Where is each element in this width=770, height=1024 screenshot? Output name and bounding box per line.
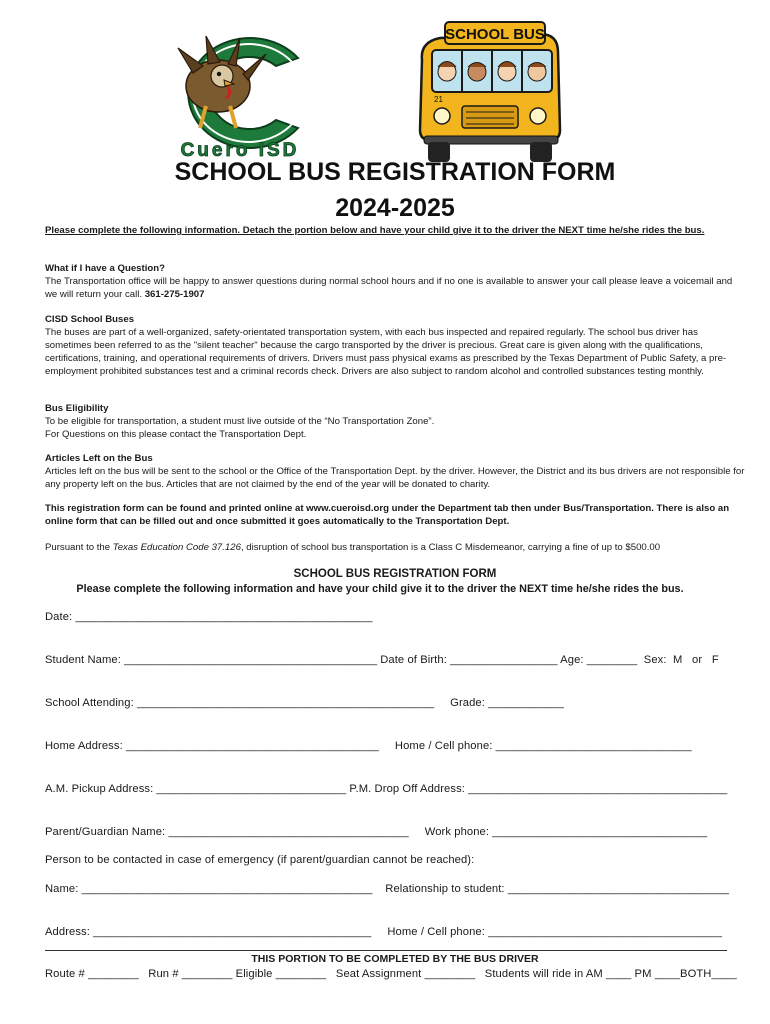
pickup-dropoff-row[interactable]: A.M. Pickup Address: ______________________________ P.M. Drop Off Address: _________________________________________ — [45, 783, 728, 795]
cuero-isd-logo — [148, 28, 328, 163]
page-title-year: 2024-2025 — [335, 194, 455, 222]
emergency-contact-label: Person to be contacted in case of emergency (if parent/guardian cannot be reached): — [45, 854, 475, 866]
driver-fields-row[interactable]: Route # ________ Run # ________ Eligible ________ Seat Assignment ________ Students will ride in AM ____ PM ____BOTH____ — [45, 968, 737, 980]
eligibility-section — [45, 402, 745, 441]
phone-number: 361-275-1907 — [144, 289, 205, 300]
driver-section-title: THIS PORTION TO BE COMPLETED BY THE BUS DRIVER — [251, 953, 539, 965]
section-body: The buses are part of a well-organized, safety-orientated transportation system, with each bus inspected and repaired regularly. The school bus driver has sometimes been referred to as the "silent teacher" because the cargo transported by the driver is precious. Great care is given along with the qualifications, certifications, training, and operational requirements of drivers. Drivers must pass physical exams as prescribed by the Texas Department of Public Safety, a pre-employment prohibited substances test and a criminal records check. Drivers are also subject to random alcohol and controlled substances testing monthly. — [45, 327, 727, 377]
school-grade-row[interactable]: School Attending: _______________________________________________ Grade: ____________ — [45, 697, 565, 709]
intro-instructions: Please complete the following information. Detach the portion below and have your child give it to the driver the NEXT time he/she rides the bus. — [45, 225, 705, 236]
form-subtitle: Please complete the following information and have your child give it to the driver the NEXT time he/she rides the bus. — [76, 583, 684, 595]
section-body: Articles left on the bus will be sent to the school or the Office of the Transportation Dept. by the driver. However, the District and its bus drivers are not responsible for any property left on the bus. Articles that are not claimed by the end of the year will be donated to charity. — [45, 466, 745, 490]
student-info-row[interactable]: Student Name: ________________________________________ Date of Birth: _________________ Age: ________ Sex: M or F — [45, 654, 719, 666]
date-field[interactable]: Date: _______________________________________________ — [45, 611, 373, 623]
emergency-name-row[interactable]: Name: ______________________________________________ Relationship to student: ___________________________________ — [45, 883, 730, 895]
section-body: The Transportation office will be happy to answer questions during normal school hours and if no one is available to answer your call please leave a voicemail and we will return your call. 361-275-1907 — [45, 276, 733, 300]
articles-section — [45, 452, 745, 491]
section-heading: CISD School Buses — [45, 314, 135, 325]
section-heading: Bus Eligibility — [45, 403, 109, 414]
question-section — [45, 262, 745, 301]
legal-code: Texas Education Code 37.126 — [112, 542, 241, 553]
svg-text:Cuero ISD: Cuero ISD — [180, 140, 300, 161]
home-address-row[interactable]: Home Address: ________________________________________ Home / Cell phone: _______________________________ — [45, 740, 692, 752]
bus-sign-text: SCHOOL BUS — [445, 26, 545, 43]
section-heading: Articles Left on the Bus — [45, 453, 153, 464]
emergency-address-row[interactable]: Address: ____________________________________________ Home / Cell phone: _____________________________________ — [45, 926, 723, 938]
bus-number: 21 — [434, 95, 443, 104]
section-body-line: For Questions on this please contact the Transportation Dept. — [45, 429, 307, 440]
legal-notice: Pursuant to the Texas Education Code 37.126, disruption of school bus transportation is a Class C Misdemeanor, carrying a fine of up to $500.00 — [45, 542, 661, 553]
buses-section — [45, 313, 745, 378]
section-heading: What if I have a Question? — [45, 263, 165, 274]
header-logos — [0, 18, 770, 168]
section-body-line: To be eligible for transportation, a student must live outside of the “No Transportation Zone”. — [45, 416, 435, 427]
page-title: SCHOOL BUS REGISTRATION FORM — [174, 158, 616, 186]
online-form-notice: This registration form can be found and printed online at www.cueroisd.org under the Department tab then under Bus/Transportation. There is also an online form that can be filled out and once submitted it goes automatically to the Transportation Dept. — [45, 503, 730, 527]
divider — [45, 950, 727, 951]
parent-guardian-row[interactable]: Parent/Guardian Name: ______________________________________ Work phone: __________________________________ — [45, 826, 708, 838]
school-bus-illustration — [400, 20, 570, 165]
form-title: SCHOOL BUS REGISTRATION FORM — [293, 568, 497, 580]
